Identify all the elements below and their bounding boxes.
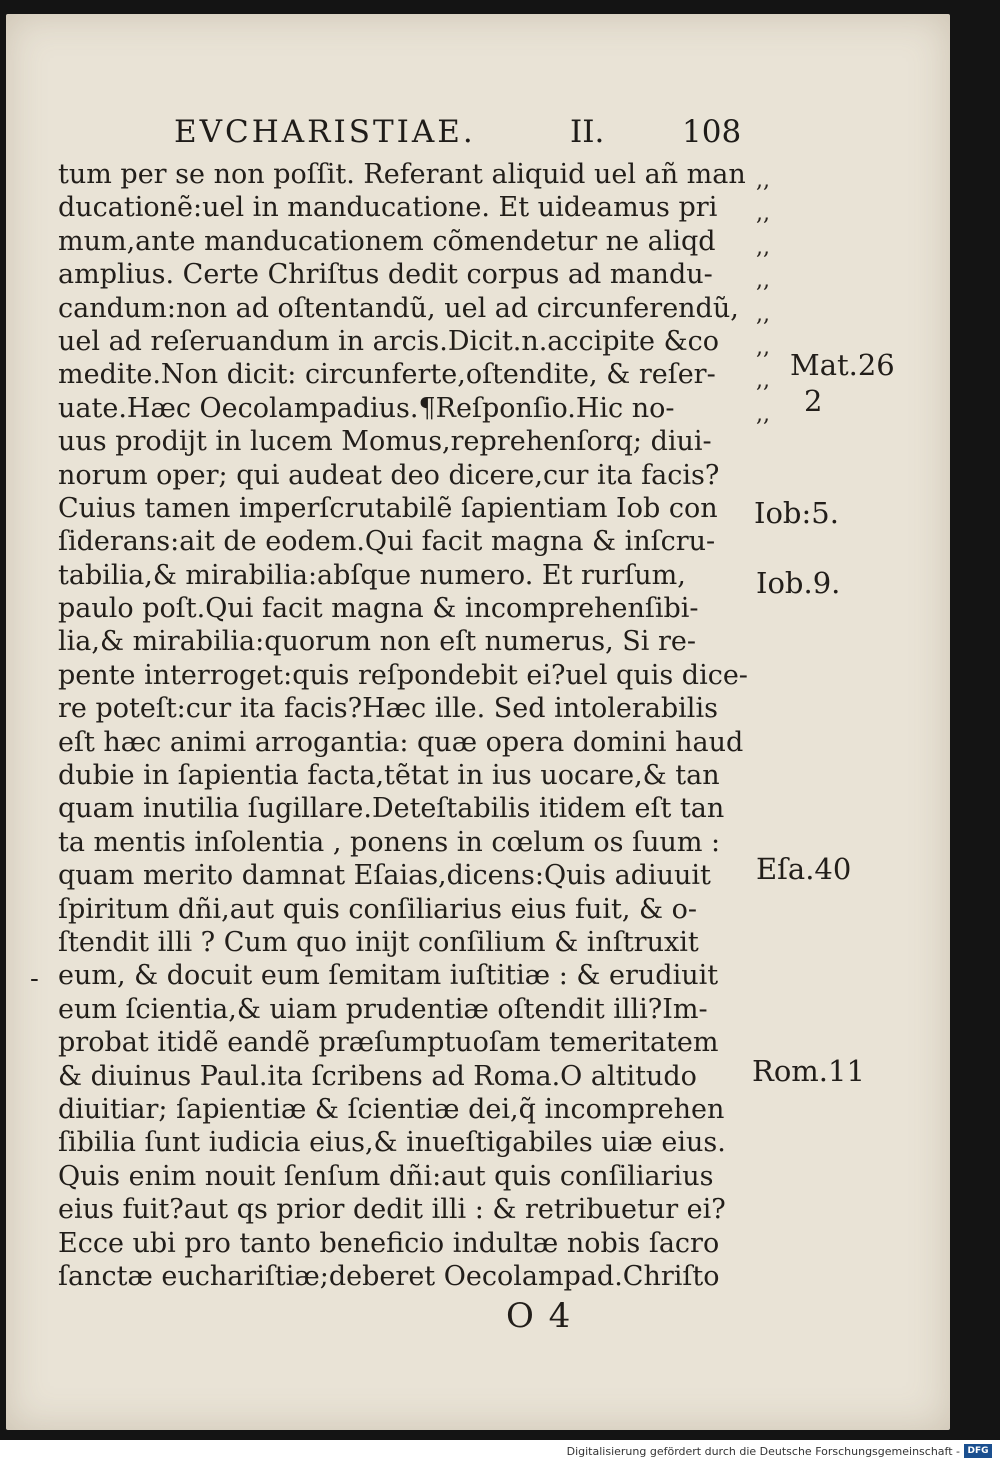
text-line: norum oper; qui audeat deo dicere,cur ita facis? xyxy=(58,459,720,491)
digitization-footer xyxy=(0,1440,1000,1464)
text-line: tum per se non poſſit. Referant aliquid uel añ man xyxy=(58,159,746,190)
margin-dash-mark: - xyxy=(30,964,39,994)
text-line: tabilia,& mirabilia:abſque numero. Et rurſum, xyxy=(58,559,686,591)
text-line: uel ad reſeruandum in arcis.Dicit.n.accipite &co xyxy=(58,325,720,357)
text-line: Cuius tamen imperſcrutabilẽ ſapientiam Iob con xyxy=(58,492,718,524)
marginal-note-matthew-verse: 2 xyxy=(804,384,823,418)
text-line: diuitiar; ſapientiæ & ſcientiæ dei,q̃ incomprehen xyxy=(58,1093,725,1125)
text-line: uus prodijt in lucem Momus,reprehenſorq; diui- xyxy=(58,426,712,458)
text-line: paulo poſt.Qui facit magna & incomprehenſibi- xyxy=(58,593,699,625)
text-line: uate.Hæc Oecolampadius.¶Reſponſio.Hic no- xyxy=(58,392,675,424)
text-line: re poteſt:cur ita facis?Hæc ille. Sed intolerabilis xyxy=(58,693,718,725)
quotation-marks-column xyxy=(756,164,770,431)
text-line: eſt hæc animi arrogantia: quæ opera domini haud xyxy=(58,726,744,758)
quote-mark: ,, xyxy=(756,334,770,360)
text-line: pente interroget:quis reſpondebit ei?uel quis dice- xyxy=(58,659,748,691)
text-line: amplius. Certe Chriſtus dedit corpus ad mandu- xyxy=(58,259,713,291)
text-line: medite.Non dicit: circunferte,oſtendite, & reſer- xyxy=(58,359,716,391)
quote-mark: ,, xyxy=(756,368,770,394)
text-line: ſiderans:ait de eodem.Qui facit magna & inſcru- xyxy=(58,526,716,558)
marginal-note-job-5: Iob:5. xyxy=(754,496,839,530)
text-line: candum:non ad oſtentandũ, uel ad circunferendũ, xyxy=(58,292,739,324)
running-title: EVCHARISTIAE. xyxy=(174,114,476,150)
running-head xyxy=(6,114,950,160)
quote-mark: ,, xyxy=(756,268,770,294)
signature-mark: O 4 xyxy=(506,1296,573,1336)
text-line: ſtendit illi ? Cum quo inijt conſilium & inſtruxit xyxy=(58,926,699,958)
text-line: lia,& mirabilia:quorum non eſt numerus, Si re- xyxy=(58,626,697,658)
quote-mark: ,, xyxy=(756,201,770,227)
marginal-note-romans: Rom.11 xyxy=(752,1054,865,1088)
quote-mark: ,, xyxy=(756,401,770,427)
text-line: ſpiritum dñi,aut quis conſiliarius eius fuit, & o- xyxy=(58,893,698,925)
text-line: Quis enim nouit ſenſum dñi:aut quis conſiliarius xyxy=(58,1160,714,1192)
text-line: ſibilia ſunt iudicia eius,& inueſtigabiles uiæ eius. xyxy=(58,1127,726,1159)
marginal-note-job-9: Iob.9. xyxy=(756,566,841,600)
dfg-logo: DFG xyxy=(964,1444,992,1458)
text-line: quam merito damnat Eſaias,dicens:Quis adiuuit xyxy=(58,860,711,892)
text-line: & diuinus Paul.ita ſcribens ad Roma.O altitudo xyxy=(58,1060,697,1092)
book-page xyxy=(6,14,950,1430)
text-line: mum,ante manducationem cõmendetur ne aliqd xyxy=(58,225,716,257)
text-line: Ecce ubi pro tanto beneficio indultæ nobis ſacro xyxy=(58,1227,720,1259)
marginal-note-matthew: Mat.26 xyxy=(790,348,895,382)
text-line: quam inutilia ſugillare.Deteſtabilis itidem eſt tan xyxy=(58,793,725,825)
text-line: probat itidẽ eandẽ præſumptuoſam temeritatem xyxy=(58,1027,719,1059)
funding-credit: Digitalisierung gefördert durch die Deutsche Forschungsgemeinschaft - xyxy=(566,1445,960,1458)
chapter-numeral: II. xyxy=(570,114,605,150)
text-line: eius fuit?aut qs prior dedit illi : & retribuetur ei? xyxy=(58,1194,726,1226)
text-line: eum, & docuit eum ſemitam iuſtitiæ : & erudiuit xyxy=(58,960,719,992)
quote-mark: ,, xyxy=(756,168,770,193)
folio-number: 108 xyxy=(682,114,742,150)
text-line: dubie in ſapientia facta,tẽtat in ius uocare,& tan xyxy=(58,760,720,792)
quote-mark: ,, xyxy=(756,301,770,327)
quote-mark: ,, xyxy=(756,234,770,260)
text-line: eum ſcientia,& uiam prudentiæ oſtendit illi?Im- xyxy=(58,993,708,1025)
text-block xyxy=(58,158,748,1293)
text-line: ſanctæ euchariſtiæ;deberet Oecolampad.Chriſto xyxy=(58,1260,720,1292)
text-line: ducationẽ:uel in manducatione. Et uideamus pri xyxy=(58,192,718,224)
marginal-note-isaiah: Eſa.40 xyxy=(756,852,852,886)
text-line: ta mentis inſolentia , ponens in cœlum os ſuum : xyxy=(58,826,721,858)
